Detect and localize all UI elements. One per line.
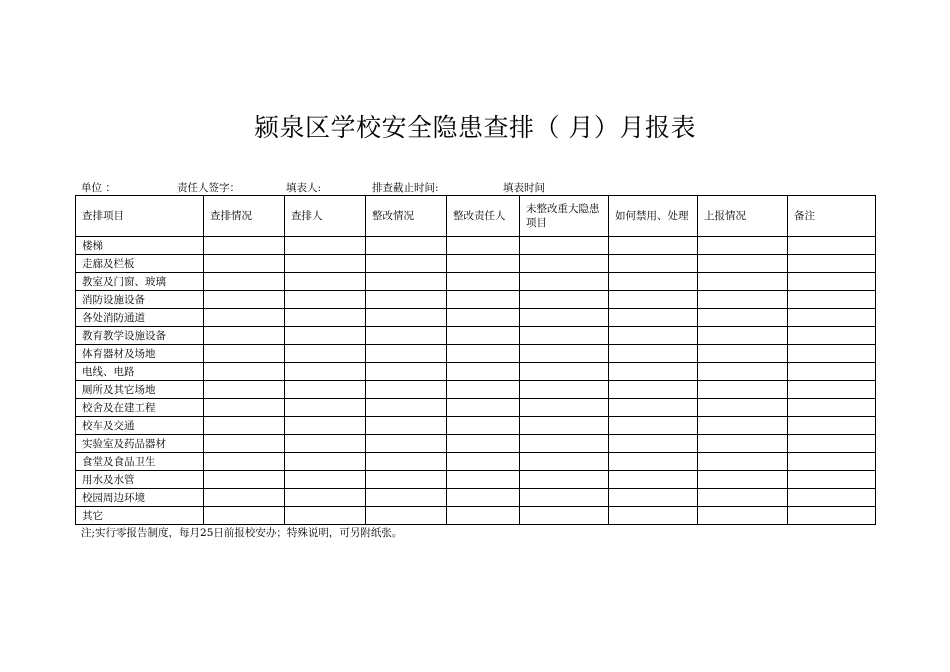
empty-entry-cell[interactable] bbox=[788, 399, 876, 417]
empty-entry-cell[interactable] bbox=[520, 255, 609, 273]
report-table bbox=[75, 195, 876, 525]
empty-entry-cell[interactable] bbox=[285, 291, 366, 309]
empty-entry-cell[interactable] bbox=[520, 471, 609, 489]
table-row bbox=[76, 417, 876, 435]
empty-entry-cell[interactable] bbox=[285, 453, 366, 471]
empty-entry-cell[interactable] bbox=[698, 381, 788, 399]
empty-entry-cell[interactable] bbox=[698, 471, 788, 489]
empty-entry-cell[interactable] bbox=[204, 345, 285, 363]
empty-entry-cell[interactable] bbox=[366, 273, 447, 291]
empty-entry-cell[interactable] bbox=[204, 417, 285, 435]
filler-label: 填表人: bbox=[286, 182, 322, 194]
empty-entry-cell[interactable] bbox=[447, 435, 520, 453]
empty-entry-cell[interactable] bbox=[366, 255, 447, 273]
empty-entry-cell[interactable] bbox=[366, 489, 447, 507]
column-header: 整改责任人 bbox=[447, 196, 520, 237]
empty-entry-cell[interactable] bbox=[788, 417, 876, 435]
empty-entry-cell[interactable] bbox=[447, 309, 520, 327]
empty-entry-cell[interactable] bbox=[285, 273, 366, 291]
empty-entry-cell[interactable] bbox=[788, 381, 876, 399]
empty-entry-cell[interactable] bbox=[609, 435, 698, 453]
empty-entry-cell[interactable] bbox=[285, 507, 366, 525]
unit-label: 单位 ： bbox=[81, 182, 116, 194]
empty-entry-cell[interactable] bbox=[447, 327, 520, 345]
empty-entry-cell[interactable] bbox=[204, 237, 285, 255]
empty-entry-cell[interactable] bbox=[366, 309, 447, 327]
empty-entry-cell[interactable] bbox=[609, 237, 698, 255]
empty-entry-cell[interactable] bbox=[609, 255, 698, 273]
empty-entry-cell[interactable] bbox=[698, 237, 788, 255]
deadline-label: 排查截止时间: bbox=[372, 182, 439, 194]
empty-entry-cell[interactable] bbox=[788, 507, 876, 525]
empty-entry-cell[interactable] bbox=[285, 363, 366, 381]
empty-entry-cell[interactable] bbox=[204, 381, 285, 399]
empty-entry-cell[interactable] bbox=[204, 291, 285, 309]
empty-entry-cell[interactable] bbox=[366, 327, 447, 345]
empty-entry-cell[interactable] bbox=[698, 507, 788, 525]
empty-entry-cell[interactable] bbox=[520, 291, 609, 309]
empty-entry-cell[interactable] bbox=[698, 363, 788, 381]
empty-entry-cell[interactable] bbox=[609, 471, 698, 489]
empty-entry-cell[interactable] bbox=[609, 309, 698, 327]
empty-entry-cell[interactable] bbox=[204, 489, 285, 507]
empty-entry-cell[interactable] bbox=[447, 291, 520, 309]
table-row bbox=[76, 327, 876, 345]
empty-entry-cell[interactable] bbox=[788, 327, 876, 345]
empty-entry-cell[interactable] bbox=[285, 417, 366, 435]
empty-entry-cell[interactable] bbox=[698, 309, 788, 327]
empty-entry-cell[interactable] bbox=[788, 309, 876, 327]
empty-entry-cell[interactable] bbox=[204, 327, 285, 345]
empty-entry-cell[interactable] bbox=[204, 435, 285, 453]
inspection-item-cell: 电线、电路 bbox=[76, 363, 204, 381]
inspection-item-cell: 消防设施设备 bbox=[76, 291, 204, 309]
empty-entry-cell[interactable] bbox=[698, 255, 788, 273]
empty-entry-cell[interactable] bbox=[520, 345, 609, 363]
empty-entry-cell[interactable] bbox=[366, 453, 447, 471]
empty-entry-cell[interactable] bbox=[609, 507, 698, 525]
empty-entry-cell[interactable] bbox=[788, 291, 876, 309]
column-header: 上报情况 bbox=[698, 196, 788, 237]
inspection-item-cell: 体育器材及场地 bbox=[76, 345, 204, 363]
empty-entry-cell[interactable] bbox=[520, 273, 609, 291]
column-header: 如何禁用、处理 bbox=[609, 196, 698, 237]
empty-entry-cell[interactable] bbox=[609, 489, 698, 507]
table-body bbox=[76, 237, 876, 525]
empty-entry-cell[interactable] bbox=[520, 507, 609, 525]
empty-entry-cell[interactable] bbox=[366, 435, 447, 453]
inspection-item-cell: 校舍及在建工程 bbox=[76, 399, 204, 417]
empty-entry-cell[interactable] bbox=[698, 453, 788, 471]
empty-entry-cell[interactable] bbox=[447, 273, 520, 291]
empty-entry-cell[interactable] bbox=[366, 363, 447, 381]
table-row bbox=[76, 453, 876, 471]
empty-entry-cell[interactable] bbox=[447, 507, 520, 525]
empty-entry-cell[interactable] bbox=[609, 453, 698, 471]
inspection-item-cell: 用水及水管 bbox=[76, 471, 204, 489]
empty-entry-cell[interactable] bbox=[609, 273, 698, 291]
column-header: 查排人 bbox=[285, 196, 366, 237]
empty-entry-cell[interactable] bbox=[366, 381, 447, 399]
empty-entry-cell[interactable] bbox=[285, 309, 366, 327]
fill-time-label: 填表时间 bbox=[503, 182, 545, 194]
empty-entry-cell[interactable] bbox=[788, 435, 876, 453]
table-header-row bbox=[76, 196, 876, 237]
empty-entry-cell[interactable] bbox=[447, 453, 520, 471]
empty-entry-cell[interactable] bbox=[366, 237, 447, 255]
empty-entry-cell[interactable] bbox=[609, 381, 698, 399]
empty-entry-cell[interactable] bbox=[285, 255, 366, 273]
empty-entry-cell[interactable] bbox=[788, 363, 876, 381]
empty-entry-cell[interactable] bbox=[788, 471, 876, 489]
empty-entry-cell[interactable] bbox=[788, 237, 876, 255]
inspection-item-cell: 教育教学设施设备 bbox=[76, 327, 204, 345]
empty-entry-cell[interactable] bbox=[698, 291, 788, 309]
empty-entry-cell[interactable] bbox=[788, 345, 876, 363]
empty-entry-cell[interactable] bbox=[609, 399, 698, 417]
empty-entry-cell[interactable] bbox=[204, 399, 285, 417]
empty-entry-cell[interactable] bbox=[520, 309, 609, 327]
table-row bbox=[76, 273, 876, 291]
empty-entry-cell[interactable] bbox=[204, 507, 285, 525]
empty-entry-cell[interactable] bbox=[285, 471, 366, 489]
table-row bbox=[76, 399, 876, 417]
inspection-item-cell: 各处消防通道 bbox=[76, 309, 204, 327]
empty-entry-cell[interactable] bbox=[698, 399, 788, 417]
empty-entry-cell[interactable] bbox=[609, 345, 698, 363]
column-header: 备注 bbox=[788, 196, 876, 237]
inspection-item-cell: 食堂及食品卫生 bbox=[76, 453, 204, 471]
inspection-item-cell: 其它 bbox=[76, 507, 204, 525]
empty-entry-cell[interactable] bbox=[285, 345, 366, 363]
empty-entry-cell[interactable] bbox=[520, 417, 609, 435]
empty-entry-cell[interactable] bbox=[788, 273, 876, 291]
responsible-signature-label: 责任人签字： bbox=[177, 182, 240, 194]
table-row bbox=[76, 237, 876, 255]
empty-entry-cell[interactable] bbox=[788, 453, 876, 471]
empty-entry-cell[interactable] bbox=[366, 345, 447, 363]
table-row bbox=[76, 363, 876, 381]
table-row bbox=[76, 309, 876, 327]
table-row bbox=[76, 255, 876, 273]
empty-entry-cell[interactable] bbox=[366, 471, 447, 489]
empty-entry-cell[interactable] bbox=[447, 417, 520, 435]
empty-entry-cell[interactable] bbox=[285, 435, 366, 453]
inspection-item-cell: 楼梯 bbox=[76, 237, 204, 255]
empty-entry-cell[interactable] bbox=[204, 363, 285, 381]
empty-entry-cell[interactable] bbox=[698, 345, 788, 363]
empty-entry-cell[interactable] bbox=[520, 489, 609, 507]
inspection-item-cell: 实验室及药品器材 bbox=[76, 435, 204, 453]
empty-entry-cell[interactable] bbox=[285, 327, 366, 345]
empty-entry-cell[interactable] bbox=[698, 273, 788, 291]
empty-entry-cell[interactable] bbox=[366, 417, 447, 435]
inspection-item-cell: 厕所及其它场地 bbox=[76, 381, 204, 399]
empty-entry-cell[interactable] bbox=[285, 399, 366, 417]
inspection-item-cell: 校园周边环境 bbox=[76, 489, 204, 507]
report-title: 颍泉区学校安全隐患查排（ 月）月报表 bbox=[254, 113, 696, 142]
column-header: 整改情况 bbox=[366, 196, 447, 237]
empty-entry-cell[interactable] bbox=[520, 237, 609, 255]
empty-entry-cell[interactable] bbox=[447, 255, 520, 273]
empty-entry-cell[interactable] bbox=[520, 327, 609, 345]
empty-entry-cell[interactable] bbox=[204, 255, 285, 273]
empty-entry-cell[interactable] bbox=[447, 381, 520, 399]
empty-entry-cell[interactable] bbox=[788, 255, 876, 273]
empty-entry-cell[interactable] bbox=[447, 363, 520, 381]
empty-entry-cell[interactable] bbox=[285, 489, 366, 507]
table-row bbox=[76, 435, 876, 453]
empty-entry-cell[interactable] bbox=[609, 363, 698, 381]
table-row bbox=[76, 381, 876, 399]
empty-entry-cell[interactable] bbox=[285, 381, 366, 399]
empty-entry-cell[interactable] bbox=[698, 327, 788, 345]
empty-entry-cell[interactable] bbox=[447, 399, 520, 417]
table-row bbox=[76, 489, 876, 507]
empty-entry-cell[interactable] bbox=[609, 291, 698, 309]
empty-entry-cell[interactable] bbox=[698, 435, 788, 453]
empty-entry-cell[interactable] bbox=[204, 309, 285, 327]
empty-entry-cell[interactable] bbox=[609, 417, 698, 435]
empty-entry-cell[interactable] bbox=[447, 471, 520, 489]
empty-entry-cell[interactable] bbox=[698, 489, 788, 507]
inspection-item-cell: 走廊及栏板 bbox=[76, 255, 204, 273]
empty-entry-cell[interactable] bbox=[520, 363, 609, 381]
empty-entry-cell[interactable] bbox=[520, 399, 609, 417]
empty-entry-cell[interactable] bbox=[698, 417, 788, 435]
empty-entry-cell[interactable] bbox=[204, 273, 285, 291]
empty-entry-cell[interactable] bbox=[609, 327, 698, 345]
empty-entry-cell[interactable] bbox=[520, 453, 609, 471]
empty-entry-cell[interactable] bbox=[447, 237, 520, 255]
table-row bbox=[76, 345, 876, 363]
empty-entry-cell[interactable] bbox=[204, 453, 285, 471]
table-row bbox=[76, 507, 876, 525]
inspection-item-cell: 教室及门窗、玻璃 bbox=[76, 273, 204, 291]
column-header: 查排情况 bbox=[204, 196, 285, 237]
table-row bbox=[76, 471, 876, 489]
empty-entry-cell[interactable] bbox=[366, 507, 447, 525]
column-header: 未整改重大隐患项目 bbox=[520, 196, 609, 237]
table-row bbox=[76, 291, 876, 309]
empty-entry-cell[interactable] bbox=[520, 381, 609, 399]
empty-entry-cell[interactable] bbox=[788, 489, 876, 507]
empty-entry-cell[interactable] bbox=[447, 345, 520, 363]
footnote: 注;实行零报告制度，每月25日前报校安办；特殊说明，可另附纸张。 bbox=[81, 527, 403, 539]
empty-entry-cell[interactable] bbox=[204, 471, 285, 489]
empty-entry-cell[interactable] bbox=[366, 399, 447, 417]
empty-entry-cell[interactable] bbox=[447, 489, 520, 507]
inspection-item-cell: 校车及交通 bbox=[76, 417, 204, 435]
column-header: 查排项目 bbox=[76, 196, 204, 237]
empty-entry-cell[interactable] bbox=[520, 435, 609, 453]
empty-entry-cell[interactable] bbox=[285, 237, 366, 255]
empty-entry-cell[interactable] bbox=[366, 291, 447, 309]
